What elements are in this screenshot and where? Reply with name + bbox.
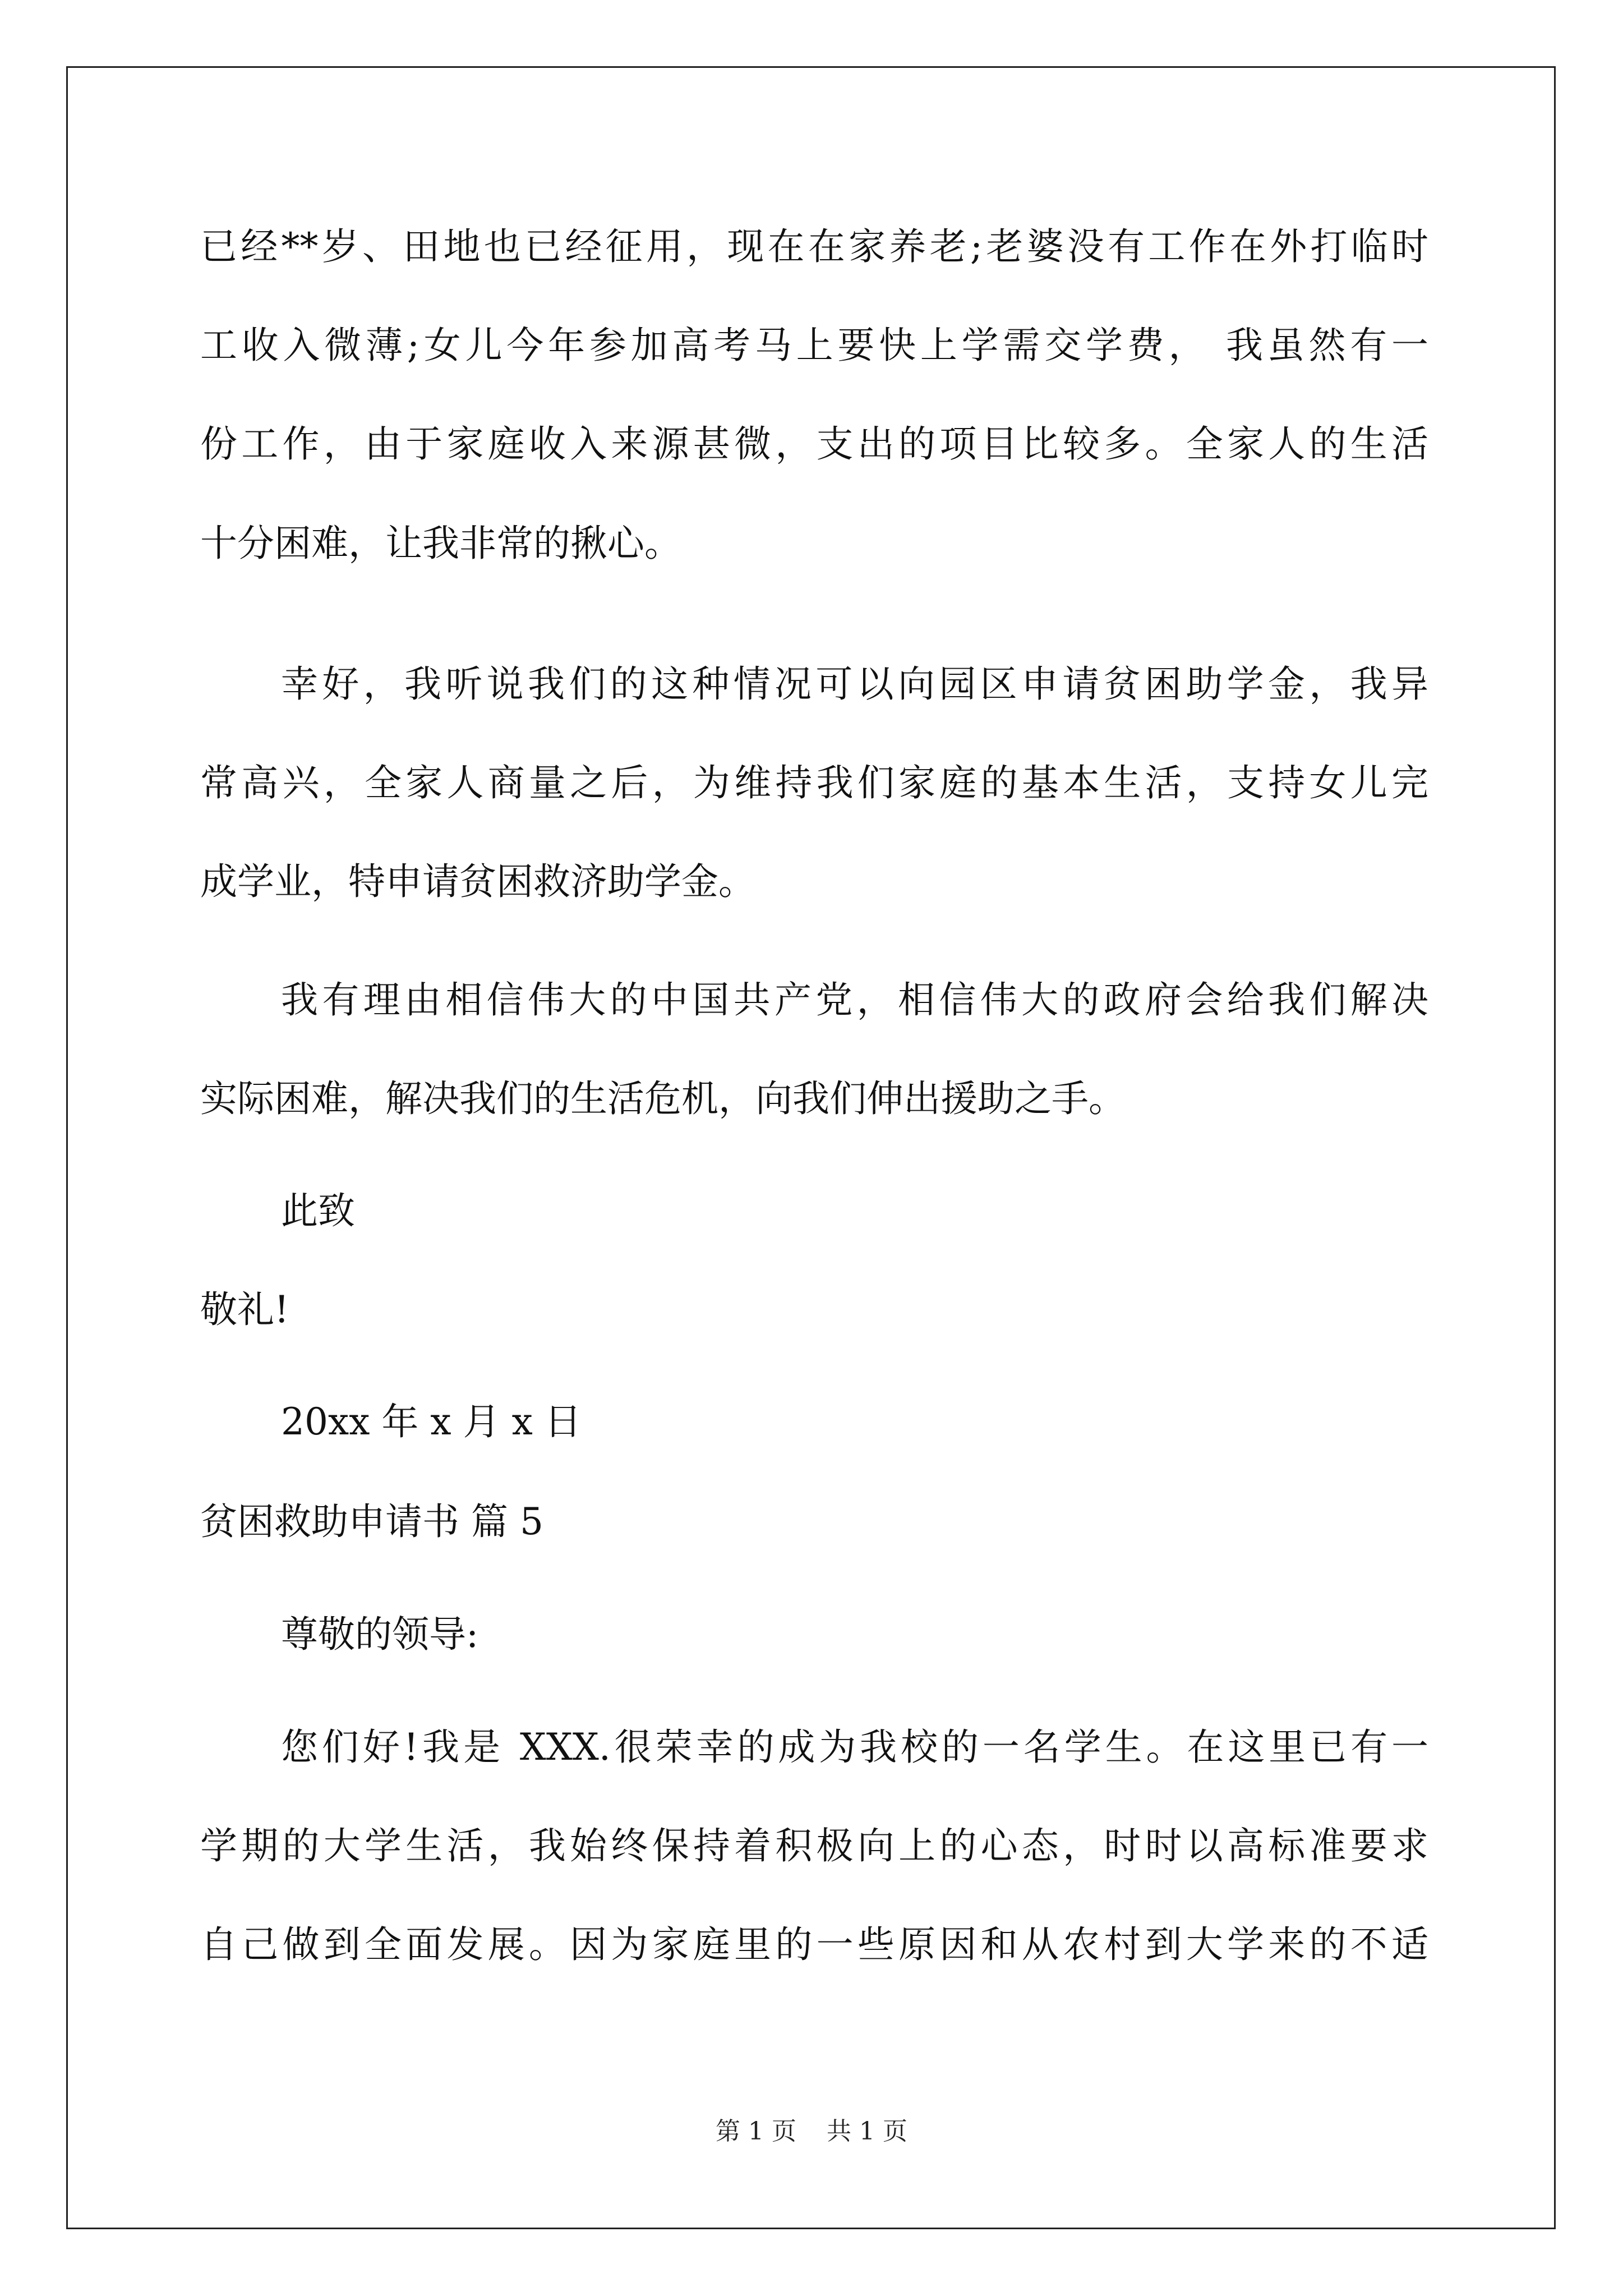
- greeting: 尊敬的领导:: [281, 1613, 479, 1656]
- paragraph-line: 成学业，特申请贫困救济助学金。: [200, 860, 755, 903]
- paragraph-line: 份工作，由于家庭收入来源甚微，支出的项目比较多。全家人的生活: [200, 422, 1428, 466]
- paragraph-line: 十分困难，让我非常的揪心。: [200, 522, 681, 565]
- page-number-current: 第 1 页: [716, 2117, 796, 2146]
- paragraph-line: 常高兴，全家人商量之后，为维持我们家庭的基本生活，支持女儿完: [200, 761, 1428, 804]
- section-heading: 贫困救助申请书 篇 5: [200, 1500, 543, 1543]
- document-date: 20xx 年 x 月 x 日: [281, 1400, 582, 1443]
- paragraph-line: 您们好!我是 XXX.很荣幸的成为我校的一名学生。在这里已有一: [281, 1726, 1428, 1769]
- paragraph-line: 实际困难，解决我们的生活危机，向我们伸出援助之手。: [200, 1077, 1126, 1120]
- closing-regards: 敬礼!: [200, 1288, 289, 1331]
- paragraph-line: 已经**岁、田地也已经征用，现在在家养老;老婆没有工作在外打临时: [200, 225, 1428, 268]
- page-number-total: 共 1 页: [827, 2117, 907, 2146]
- paragraph-line: 我有理由相信伟大的中国共产党，相信伟大的政府会给我们解决: [281, 978, 1428, 1022]
- paragraph-line: 自己做到全面发展。因为家庭里的一些原因和从农村到大学来的不适: [200, 1923, 1428, 1966]
- paragraph-line: 幸好，我听说我们的这种情况可以向园区申请贫困助学金，我异: [281, 662, 1428, 706]
- paragraph-line: 工收入微薄;女儿今年参加高考马上要快上学需交学费， 我虽然有一: [200, 324, 1428, 367]
- closing-salutation: 此致: [281, 1189, 355, 1232]
- paragraph-line: 学期的大学生活，我始终保持着积极向上的心态，时时以高标准要求: [200, 1824, 1428, 1867]
- page-footer: [0, 2115, 1623, 2148]
- page-border: [66, 66, 1556, 2229]
